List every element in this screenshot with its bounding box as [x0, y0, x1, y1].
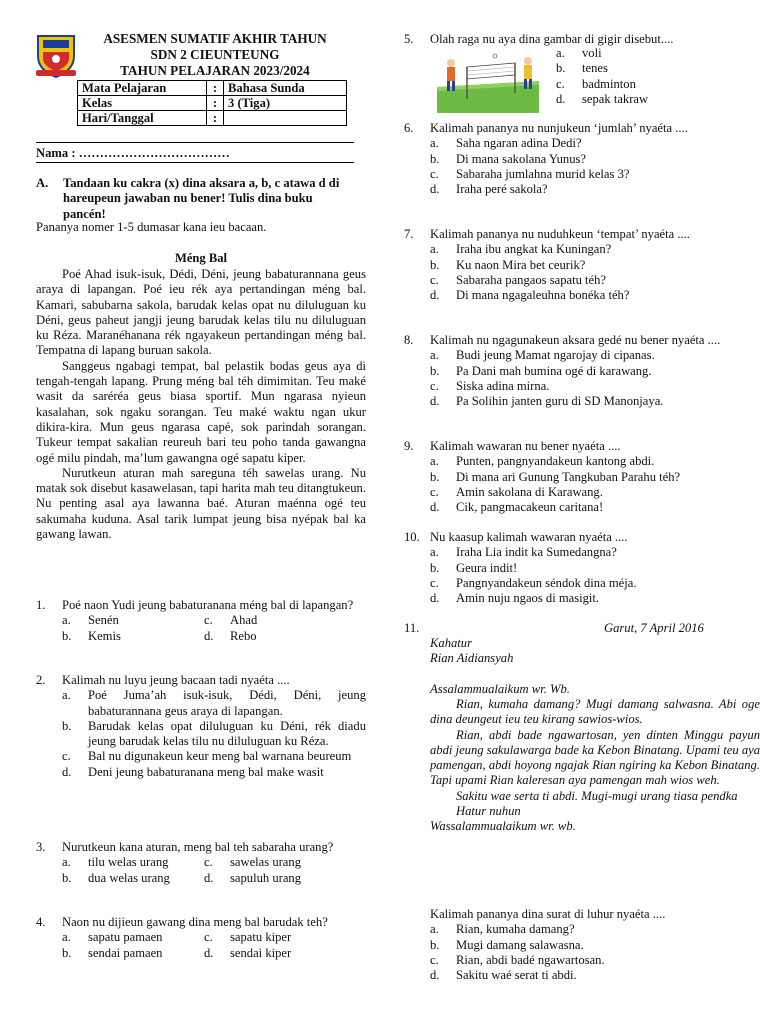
question-stem: Kalimah nu ngagunakeun aksara gedé nu bener nyaéta .... [430, 333, 721, 347]
question-1 [36, 598, 366, 644]
option-text[interactable]: Punten, pangnyandakeun kantong abdi. [456, 454, 655, 469]
option-text[interactable]: Pa Solihin janten guru di SD Manonjaya. [456, 394, 664, 409]
option-text[interactable]: sawelas urang [230, 855, 301, 870]
letter-paragraph: Rian, abdi bade ngawartosan, yen dinten Minggu payun abdi jeung sakulawarga bade ka Kebon Binatang. Upami teu aya pamengan, abdi hoyong ngajak Rian ngiring ka Kebon Binatang. Tapi upami Rian kaleresan aya pamengan mah wios weh. [430, 727, 760, 788]
option-letter[interactable]: c. [430, 575, 439, 590]
option-text[interactable]: Rebo [230, 628, 257, 643]
option-letter[interactable]: b. [62, 945, 72, 960]
option-text[interactable]: Senén [88, 613, 119, 628]
letter-body [430, 697, 760, 835]
option-row [430, 470, 760, 485]
story-title: Méng Bal [174, 251, 228, 265]
option-row [430, 938, 760, 953]
option-text[interactable]: Di mana ngagaleuhna bonéka téh? [456, 288, 630, 303]
letter-thanks: Hatur nuhun [456, 804, 521, 819]
exam-info-table [77, 80, 347, 126]
option-letter[interactable]: c. [556, 76, 565, 91]
option-letter[interactable]: b. [556, 61, 566, 76]
option-row [430, 288, 760, 303]
option-row [430, 379, 760, 394]
question-stem: Kalimah pananya nu nuduhkeun ‘tempat’ nyaéta .... [430, 227, 690, 241]
info-label: Hari/Tanggal [78, 111, 207, 126]
name-field[interactable]: Nama : ……………………………… [36, 146, 230, 160]
option-letter[interactable]: b. [430, 257, 440, 272]
option-letter[interactable]: b. [62, 870, 72, 885]
option-text[interactable]: sendai pamaen [88, 945, 163, 960]
option-text[interactable]: Deni jeung babaturanana meng bal make wasit [88, 764, 324, 779]
option-row [430, 561, 760, 576]
option-letter[interactable]: b. [430, 560, 440, 575]
option-letter[interactable]: a. [430, 348, 439, 363]
option-letter[interactable]: b. [430, 151, 440, 166]
header-title-line-3: TAHUN PELAJARAN 2023/2024 [120, 63, 310, 78]
letter-recipient-line-1: Kahatur [430, 636, 472, 650]
option-text[interactable]: Iraha peré sakola? [456, 182, 548, 197]
option-text[interactable]: dua welas urang [88, 870, 170, 885]
question-8 [404, 333, 760, 409]
letter-greeting: Assalammualaikum wr. Wb. [430, 682, 570, 696]
option-row [62, 629, 366, 644]
option-row [62, 871, 366, 886]
question-5 [404, 32, 760, 47]
option-row [62, 946, 366, 961]
option-row [430, 576, 760, 591]
letter-closing: Wassalammualaikum wr. wb. [430, 819, 576, 834]
option-letter[interactable]: c. [430, 166, 439, 181]
option-row [430, 922, 760, 937]
question-number: 7. [404, 227, 414, 241]
question-number: 8. [404, 333, 414, 347]
option-text[interactable]: Amin sakolana di Karawang. [456, 484, 603, 499]
question-stem: Kalimah nu luyu jeung bacaan tadi nyaéta .... [62, 673, 290, 687]
info-sep: : [207, 96, 224, 111]
question-11 [430, 907, 760, 983]
option-text[interactable]: tilu welas urang [88, 855, 169, 870]
question-stem: Nu kaasup kalimah wawaran nyaéta .... [430, 530, 628, 544]
info-value: 3 (Tiga) [224, 96, 347, 111]
story-body [36, 267, 366, 542]
option-letter[interactable]: b. [62, 718, 72, 733]
option-text[interactable]: tenes [582, 61, 608, 76]
option-text[interactable]: sapatu kiper [230, 930, 292, 945]
question-stem: Poé naon Yudi jeung babaturanana méng bal di lapangan? [62, 598, 354, 612]
option-row [430, 591, 760, 606]
option-text[interactable]: sepak takraw [582, 91, 649, 106]
option-text[interactable]: sapatu pamaen [88, 930, 163, 945]
question-stem: Nurutkeun kana aturan, meng bal teh sabaraha urang? [62, 840, 334, 854]
option-text[interactable]: Di mana sakolana Yunus? [456, 151, 586, 166]
option-row [430, 258, 760, 273]
section-letter: A. [36, 176, 49, 190]
story-paragraph: Poé Ahad isuk-isuk, Dédi, Déni, jeung babaturannana geus araya di lapangan. Poé ieu rék aya pertandingan méng bal. Kamari, sabubarna sakola, barudak kelas opat nu diluluguan ku Déni, geus paheut jangji jeung barudak kelas tilu nu diluluguan ku Réza. Maranéhanana rék ngayakeun pertandingan méng bal. Tempatna di lapang buruan sakola. [36, 267, 366, 358]
question-9 [404, 439, 760, 515]
option-text[interactable]: Siska adina mirna. [456, 378, 550, 393]
option-letter[interactable]: c. [204, 855, 213, 870]
option-text[interactable]: Budi jeung Mamat ngarojay di cipanas. [456, 348, 655, 363]
school-logo [34, 30, 78, 78]
option-text[interactable]: Pa Dani mah bumina ogé di karawang. [456, 363, 652, 378]
option-letter[interactable]: c. [430, 952, 439, 967]
question-number: 11. [404, 621, 420, 635]
option-row [430, 242, 760, 257]
option-text[interactable]: Ku naon Mira bet ceurik? [456, 257, 586, 272]
option-letter[interactable]: c. [430, 272, 439, 287]
question-stem: Kalimah pananya nu nunjukeun ‘jumlah’ nyaéta .... [430, 121, 688, 135]
option-text[interactable]: Sakitu waé serat ti abdi. [456, 968, 577, 983]
option-row [430, 273, 760, 288]
option-text[interactable]: Sabaraha jumlahna murid kelas 3? [456, 166, 630, 181]
option-letter[interactable]: d. [430, 182, 440, 197]
option-letter[interactable]: b. [62, 628, 72, 643]
option-row[interactable] [62, 749, 366, 764]
option-row [62, 930, 366, 945]
letter-paragraph: Sakitu wae serta ti abdi. Mugi-mugi urang tiasa pendka [456, 788, 738, 803]
option-text[interactable]: Di mana ari Gunung Tangkuban Parahu téh? [456, 469, 681, 484]
question-number: 10. [404, 530, 420, 544]
option-text[interactable]: sendai kiper [230, 945, 292, 960]
option-letter[interactable]: a. [430, 922, 439, 937]
option-row [430, 953, 760, 968]
option-text[interactable]: Bal nu digunakeun keur meng bal warnana beureum [88, 749, 352, 764]
option-letter[interactable]: d. [204, 945, 214, 960]
question-4 [36, 915, 366, 961]
letter-recipient-line-2: Rian Aidiansyah [430, 651, 514, 665]
option-letter[interactable]: b. [430, 937, 440, 952]
option-text[interactable]: Rian, kumaha damang? [456, 922, 575, 937]
question-number: 1. [36, 598, 46, 612]
question-number: 5. [404, 32, 414, 46]
option-letter[interactable]: d. [204, 628, 214, 643]
option-letter[interactable]: c. [204, 613, 213, 628]
divider [36, 162, 354, 163]
option-row [430, 136, 760, 151]
header-title-line-1: ASESMEN SUMATIF AKHIR TAHUN [103, 31, 327, 46]
option-text[interactable]: Kemis [88, 628, 121, 643]
option-text[interactable]: Pangnyandakeun séndok dina méja. [456, 575, 637, 590]
option-letter[interactable]: c. [430, 378, 439, 393]
question-7 [404, 227, 760, 303]
info-label: Mata Pelajaran [78, 81, 207, 96]
option-letter[interactable]: d. [430, 591, 440, 606]
option-row [430, 968, 760, 983]
option-letter[interactable]: b. [430, 363, 440, 378]
option-row [430, 152, 760, 167]
header-title-line-2: SDN 2 CIEUNTEUNG [150, 47, 280, 62]
question-stem: Naon nu dijieun gawang dina meng bal barudak teh? [62, 915, 328, 929]
info-sep: : [207, 81, 224, 96]
question-3 [36, 840, 366, 886]
option-text[interactable]: Barudak kelas opat diluluguan ku Déni, rék diadu jeung barudak kelas tilu nu diluluguan ku Réza. [88, 718, 366, 749]
option-text[interactable]: sapuluh urang [230, 870, 301, 885]
option-row[interactable] [62, 765, 366, 780]
question-stem: Kalimah wawaran nu bener nyaéta .... [430, 439, 621, 453]
option-text[interactable]: Cik, pangmacakeun caritana! [456, 500, 604, 515]
option-row [430, 500, 760, 515]
question-stem: Olah raga nu aya dina gambar di gigir disebut.... [430, 32, 674, 46]
option-text[interactable]: Rian, abdi badé ngawartosan. [456, 952, 605, 967]
option-row [430, 182, 760, 197]
question-number: 9. [404, 439, 414, 453]
option-text[interactable]: Iraha Lia indit ka Sumedangna? [456, 545, 617, 560]
option-letter[interactable]: a. [62, 855, 71, 870]
story-paragraph: Nurutkeun aturan mah sareguna téh sawelas urang. Nu matak sok disebut kasawelasan, tapi harita mah teu ditangtukeun. Nu penting asal aya lawanna baé. Aturan maénna ogé teu sakumaha kuduna. Asal tarik lumpat jeung bisa nyépak bal ka gawang lawan. [36, 465, 366, 542]
option-letter[interactable]: a. [430, 242, 439, 257]
question-10 [404, 530, 760, 606]
option-letter[interactable]: d. [430, 500, 440, 515]
option-letter[interactable]: d. [430, 394, 440, 409]
instruction-text: Tandaan ku cakra (x) dina aksara a, b, c atawa d di hareupeun jawaban nu bener! Tulis dina buku pancén! [63, 176, 340, 221]
question-6 [404, 121, 760, 197]
option-letter[interactable]: d. [430, 968, 440, 983]
info-sep: : [207, 111, 224, 126]
letter-date: Garut, 7 April 2016 [604, 621, 704, 635]
option-letter[interactable]: a. [62, 613, 71, 628]
option-text[interactable]: Poé Juma’ah isuk-isuk, Dédi, Déni, jeung babaturannana geus araya di lapangan. [88, 688, 366, 718]
option-row[interactable] [62, 688, 366, 719]
option-letter[interactable]: d. [204, 870, 214, 885]
option-text[interactable]: Iraha ibu angkat ka Kuningan? [456, 242, 612, 257]
option-row[interactable] [62, 719, 366, 750]
option-text[interactable]: Amin nuju ngaos di masigit. [456, 591, 600, 606]
option-letter[interactable]: d. [62, 764, 72, 779]
option-row [430, 394, 760, 409]
option-text[interactable]: Ahad [230, 613, 258, 628]
question-number: 6. [404, 121, 414, 135]
question-2 [36, 673, 366, 780]
option-text[interactable]: Geura indit! [456, 560, 518, 575]
option-text[interactable]: Sabaraha pangaos sapatu téh? [456, 272, 607, 287]
info-label: Kelas [78, 96, 207, 111]
option-row [430, 364, 760, 379]
option-row [430, 545, 760, 560]
info-value: Bahasa Sunda [224, 81, 347, 96]
option-letter[interactable]: c. [62, 749, 71, 764]
option-letter[interactable]: c. [204, 930, 213, 945]
option-text[interactable]: Mugi damang salawasna. [456, 937, 584, 952]
story-paragraph: Sanggeus ngabagi tempat, bal pelastik bodas geus aya di tengah-tengah lapang. Prung méng bal téh dimimitan. Teu maké wasit da saréréa geus biasa sportif. Mun ngarasa nyieun kasalahan, sok ngaku sorangan. Teu maké waktu ngan ukur dikira-kira. Mun geus ngarasa capé, sok parindah sorangan. Tukeur tempat sakalian reureuh bari teu poho tanda gawangna ogé milu pindah, ma’lum gawangna ogé sapatu kiper. [36, 358, 366, 465]
option-row [62, 613, 366, 628]
option-letter[interactable]: a. [430, 454, 439, 469]
option-text[interactable]: badminton [582, 76, 636, 91]
instruction-note: Pananya nomer 1-5 dumasar kana ieu bacaan. [36, 220, 267, 234]
question-number: 2. [36, 673, 46, 687]
option-letter[interactable]: d. [430, 288, 440, 303]
question-stem: Kalimah pananya dina surat di luhur nyaéta .... [430, 907, 666, 921]
info-value[interactable] [224, 111, 347, 126]
option-row [430, 454, 760, 469]
option-letter[interactable]: a. [430, 545, 439, 560]
instruction [36, 176, 356, 222]
option-row [62, 855, 366, 870]
badminton-illustration [437, 47, 539, 113]
option-text[interactable]: voli [582, 46, 602, 60]
option-letter[interactable]: a. [62, 930, 71, 945]
option-row [430, 348, 760, 363]
option-text[interactable]: Saha ngaran adina Dedi? [456, 136, 582, 151]
option-letter[interactable]: b. [430, 469, 440, 484]
question-number: 4. [36, 915, 46, 929]
option-letter[interactable]: a. [430, 136, 439, 151]
option-letter[interactable]: a. [62, 688, 71, 703]
option-letter[interactable]: c. [430, 484, 439, 499]
question-number: 3. [36, 840, 46, 854]
option-letter[interactable]: d. [556, 91, 566, 106]
divider [36, 142, 354, 143]
letter-paragraph: Rian, kumaha damang? Mugi damang salwasna. Abi oge dina deungeut ieu teu kirang sawios-wios. [430, 697, 760, 727]
option-row [430, 167, 760, 182]
option-row [430, 485, 760, 500]
option-letter[interactable]: a. [556, 46, 565, 60]
